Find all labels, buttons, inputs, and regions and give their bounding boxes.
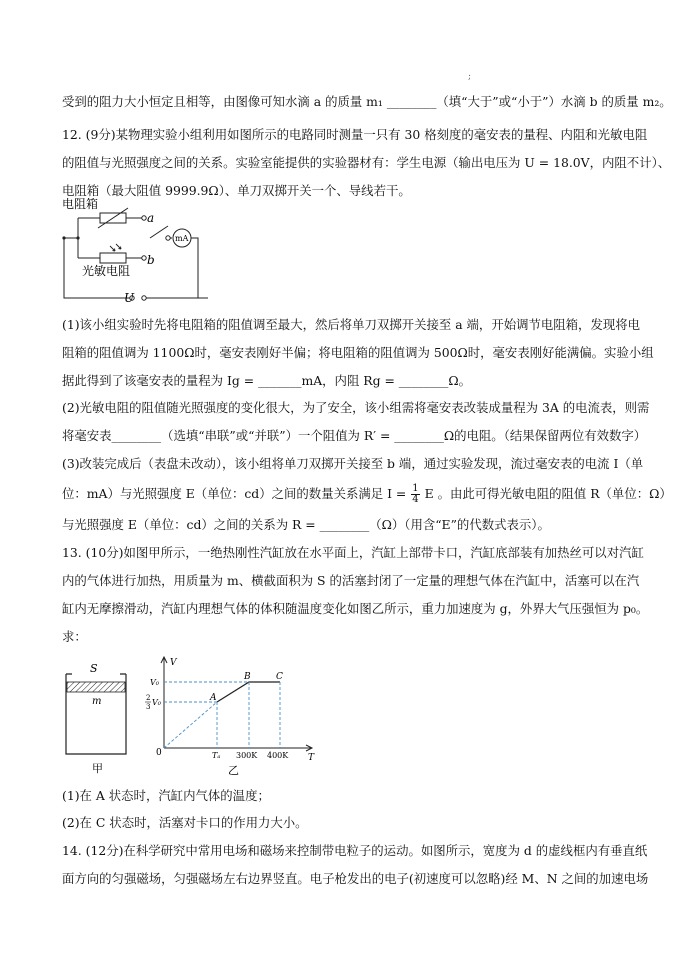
two-thirds-v0-label: V₀ [152,698,161,707]
source-label: U [124,291,135,305]
photo-resistor-label: 光敏电阻 [82,264,131,278]
tick-ta-label: Tₐ [212,751,221,760]
question-14-line: 面方向的匀强磁场，匀强磁场左右边界竖直。电子枪发出的电子(初速度可以忽略)经 M、N 之间的加速电场 [62,871,649,886]
two-thirds-numerator: 2 [146,694,151,702]
fraction-denominator: 4 [412,494,419,505]
question-12-1-line: 阻箱的阻值调为 1100Ω时，毫安表刚好半偏；将电阻箱的阻值调为 500Ω时，毫安表刚好能满偏。实验小组 [62,345,654,360]
v0-label: V₀ [150,678,159,687]
question-12-line: 12. (9分)某物理实验小组利用如图所示的电路同时测量一只有 30 格刻度的毫安表的量程、内阻和光敏电阻 [62,127,648,142]
point-a-label: A [210,693,217,703]
axis-v-label: V [170,658,177,668]
question-13-1-line: (1)在 A 状态时，汽缸内气体的温度； [62,788,270,803]
question-12-line: 电阻箱（最大阻值 9999.9Ω）、单刀双掷开关一个、导线若干。 [62,183,411,198]
question-13-line: 内的气体进行加热，用质量为 m、横截面积为 S 的活塞封闭了一定量的理想气体在汽缸中，活塞可以在汽 [62,573,640,588]
question-13-2-line: (2)在 C 状态时，活塞对卡口的作用力大小。 [62,815,308,830]
figure-jia-caption: 甲 [92,762,103,774]
axis-t-label: T [308,753,315,763]
resistor-box-label: 电阻箱 [62,198,99,211]
question-12-1-line: (1)该小组实验时先将电阻箱的阻值调至最大，然后将单刀双掷开关接至 a 端，开始调节电阻箱，发现将电 [62,317,641,332]
fraction-numerator: 1 [412,483,419,494]
question-12-2-line: 将毫安表________（选填“串联”或“并联”）一个阻值为 R′ = ________Ω的电阻。（结果保留两位有效数字） [62,428,647,443]
point-c-label: C [276,672,283,682]
label-m: m [92,696,102,707]
two-thirds-denominator: 3 [146,703,151,711]
figure-yi-graph [142,652,322,778]
tick-300k-label: 300K [236,751,258,760]
fraction-one-quarter [411,484,419,505]
label-s: S [90,664,98,675]
text-line: 受到的阻力大小恒定且相等，由图像可知水滴 a 的质量 m₁ ________（填“大于”或“小于”）水滴 b 的质量 m₂。 [62,94,672,109]
question-12-3-line: 与光照强度 E（单位：cd）之间的关系为 R = ________（Ω）（用含“E”的代数式表示）。 [62,517,550,532]
page-mark: ; [468,72,472,82]
tick-400k-label: 400K [267,751,289,760]
circuit-diagram [58,198,208,308]
question-12-line: 的阻值与光照强度之间的关系。实验室能提供的实验器材有：学生电源（输出电压为 U = 18.0V，内阻不计）、 [62,155,671,170]
question-14-line: 14. (12分)在科学研究中常用电场和磁场来控制带电粒子的运动。如图所示，宽度为 d 的虚线框内有垂直纸 [62,843,648,858]
point-b-label: B [244,672,251,682]
question-13-line: 缸内无摩擦滑动，汽缸内理想气体的体积随温度变化如图乙所示，重力加速度为 g，外界大气压强恒为 p₀。 [62,601,649,616]
figure-jia-cylinder [58,664,138,774]
question-13-line: 求： [62,629,87,644]
terminal-b-label: b [147,253,155,267]
origin-label: 0 [156,748,162,758]
question-12-3-line [62,483,672,505]
question-12-1-line: 据此得到了该毫安表的量程为 Ig = _______mA，内阻 Rg = ________Ω。 [62,373,472,388]
question-12-3-line: (3)改装完成后（表盘未改动），该小组将单刀双掷开关接至 b 端，通过实验发现，流过毫安表的电流 I（单 [62,456,644,471]
terminal-a-label: a [147,211,155,225]
formula-prefix: 位：mA）与光照强度 E（单位：cd）之间的数量关系满足 I = [62,486,407,501]
figure-yi-caption: 乙 [228,764,239,777]
question-13-line: 13. (10分)如图甲所示，一绝热刚性汽缸放在水平面上，汽缸上部带卡口，汽缸底部装有加热丝可以对汽缸 [62,545,644,560]
formula-suffix: E 。由此可得光敏电阻的阻值 R（单位：Ω） [424,486,672,501]
milliammeter-label: mA [175,234,189,243]
question-12-2-line: (2)光敏电阻的阻值随光照强度的变化很大，为了安全，该小组需将毫安表改装成量程为 3A 的电流表，则需 [62,400,650,415]
